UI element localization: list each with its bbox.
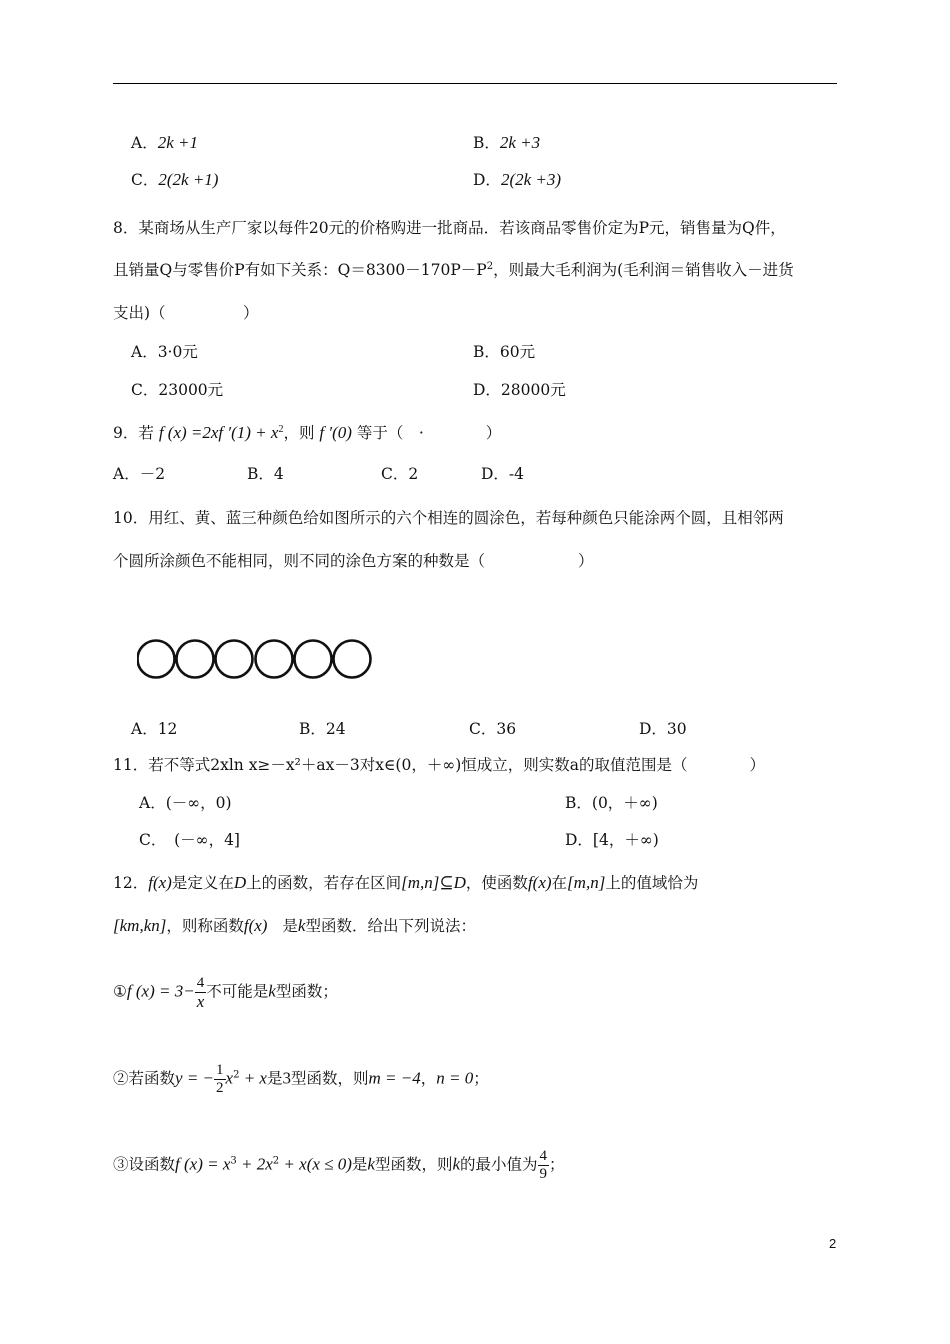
q10-option-a: A．12 [131, 720, 178, 738]
circle-6 [334, 641, 371, 678]
q10-option-d: D．30 [639, 720, 687, 738]
q11-option-c: C． (－∞，4] [139, 831, 240, 849]
q9-option-c: C．2 [381, 465, 419, 483]
q11-option-d: D．[4，＋∞) [565, 831, 659, 849]
q7-option-c: C．2(2k +1) [131, 170, 219, 189]
q11-option-b: B．(0，＋∞) [565, 794, 658, 812]
statement-1: ①f (x) = 3− $\frac{4}{x}$ 不可能是k型函数； [113, 975, 338, 1011]
q8-option-c: C．23000元 [131, 381, 224, 399]
statement-2: ②若函数y = − $\frac{1}{2}$ $x^2 + x$是3型函数，则m = −4，n = 0； [113, 1062, 489, 1096]
page-number: 2 [829, 1236, 837, 1251]
header-rule [113, 83, 837, 84]
q10-option-c: C．36 [469, 720, 517, 738]
q11-stem: 11．若不等式2xln x≥－x²＋ax－3对x∈(0，＋∞)恒成立，则实数a的取值范围是（ ） [113, 756, 766, 774]
q8-stem-line1: 8．某商场从生产厂家以每件20元的价格购进一批商品．若该商品零售价定为P元，销售量为Q件， [113, 219, 786, 237]
q8-option-a: A．3·0元 [131, 343, 198, 361]
q9-option-b: B．4 [247, 465, 284, 483]
circle-5 [295, 641, 332, 678]
q9-option-d: D．-4 [481, 465, 525, 483]
circle-2 [177, 641, 214, 678]
circle-1 [138, 641, 175, 678]
q12-stem-line1: 12．f(x)是定义在D上的函数，若存在区间[m,n]⊆D，使函数f(x)在[m,n]上的值域恰为 [113, 873, 699, 892]
fraction-4-over-9: $\frac{4}{9}$ [539, 1148, 548, 1182]
q10-stem-line1: 10．用红、黄、蓝三种颜色给如图所示的六个相连的圆涂色，若每种颜色只能涂两个圆，且相邻两 [113, 509, 784, 527]
q7-option-b: B．2k +3 [473, 133, 541, 152]
q8-stem-line3: 支出)（ ） [113, 304, 259, 322]
q8-option-d: D．28000元 [473, 381, 566, 399]
statement-3: ③设函数f $(x) = x^3 + 2x^2 + x(x \le 0)$是k型函数，则k的最小值为 $\frac{4}{9}$ ； [113, 1148, 565, 1182]
q9-stem: 9．若 f (x) =2xf $'(1) + x^2$，则 f ′(0) 等于（ · ） [113, 423, 502, 442]
q12-stem-line2: [km,kn]，则称函数f(x) 是k型函数．给出下列说法： [113, 916, 476, 935]
circle-3 [216, 641, 253, 678]
q8-option-b: B．60元 [473, 343, 536, 361]
six-circles-figure [137, 637, 373, 681]
q8-stem-line2: 且销量Q与零售价P有如下关系：$Q=8300-170P-P^2$，则最大毛利润为(毛利润＝销售收入－进货 [113, 260, 794, 279]
q11-option-a: A．(－∞，0) [139, 794, 232, 812]
q9-option-a: A．－2 [113, 465, 166, 483]
q7-option-d: D．2(2k +3) [473, 170, 562, 189]
q10-option-b: B．24 [299, 720, 346, 738]
circle-4 [256, 641, 293, 678]
q10-stem-line2: 个圆所涂颜色不能相同，则不同的涂色方案的种数是（ ） [113, 552, 594, 570]
fraction-1-over-2: $\frac{1}{2}$ [216, 1062, 224, 1096]
fraction-4-over-x: $\frac{4}{x}$ [196, 975, 205, 1011]
q7-option-a: A．2k +1 [131, 133, 198, 152]
